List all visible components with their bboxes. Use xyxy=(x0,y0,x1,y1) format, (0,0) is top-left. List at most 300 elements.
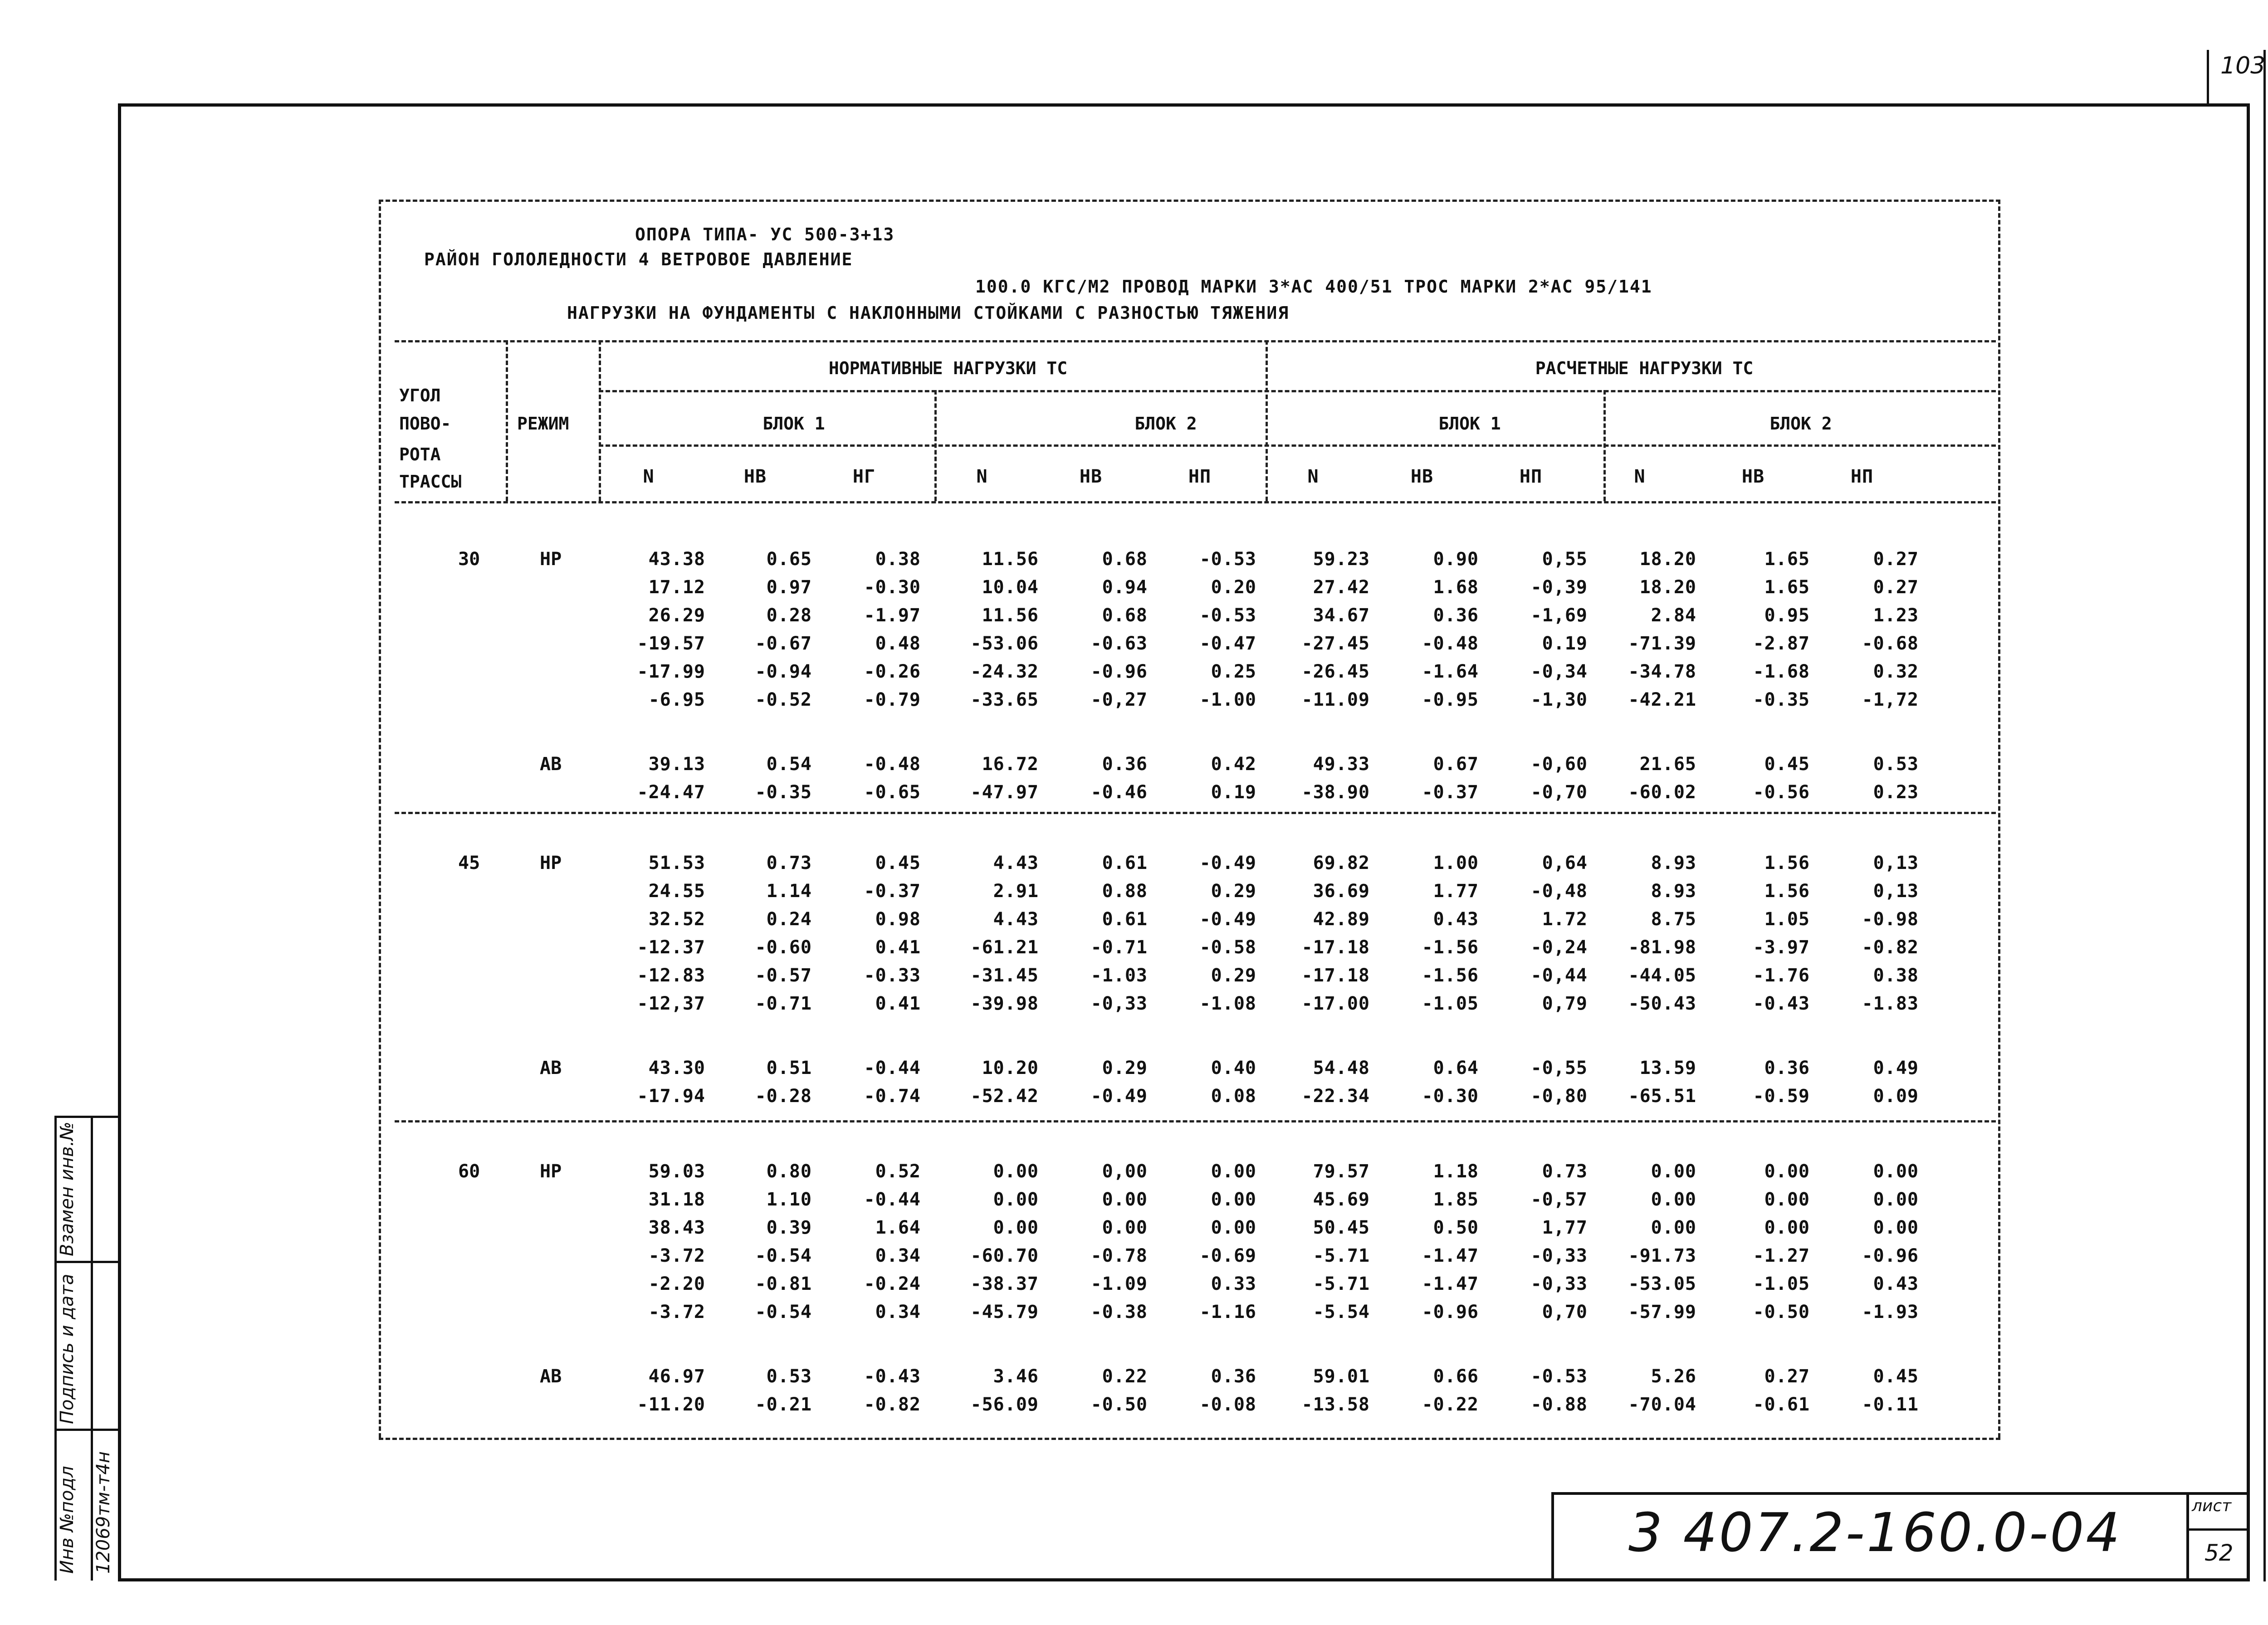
col-design: РАСЧЕТНЫЕ НАГРУЗКИ ТС xyxy=(1535,358,1754,378)
frame-right xyxy=(2247,103,2250,1581)
table-cell: -1.03 xyxy=(1090,965,1148,986)
table-cell: 0.88 xyxy=(1102,881,1148,902)
table-cell: 0,13 xyxy=(1873,881,1919,902)
subheader-cell: N xyxy=(1307,466,1319,487)
table-cell: -0.53 xyxy=(1530,1366,1588,1387)
mode-label: АВ xyxy=(540,754,562,775)
table-cell: 1.56 xyxy=(1764,881,1810,902)
table-cell: -39.98 xyxy=(970,993,1039,1014)
table-cell: 54.48 xyxy=(1313,1058,1370,1078)
table-cell: -0.24 xyxy=(864,1274,921,1294)
frame-top xyxy=(118,103,2250,107)
table-cell: -27.45 xyxy=(1301,633,1370,654)
table-cell: -3.72 xyxy=(648,1245,705,1266)
table-cell: -1,69 xyxy=(1530,605,1588,626)
table-cell: 0.73 xyxy=(1542,1161,1588,1182)
table-cell: -19.57 xyxy=(637,633,705,654)
stamp-left-border xyxy=(1551,1492,1554,1580)
side-stamp-col3: Взамен инв.№ xyxy=(57,1122,78,1256)
frame-right-outer xyxy=(2263,50,2266,1581)
table-cell: -11.09 xyxy=(1301,689,1370,710)
table-cell: -0.65 xyxy=(864,782,921,803)
subheader-cell: НП xyxy=(1519,466,1543,487)
table-cell: 5.26 xyxy=(1651,1366,1696,1387)
table-cell: -3.72 xyxy=(648,1302,705,1322)
table-cell: 10.04 xyxy=(982,577,1039,598)
table-cell: -0.95 xyxy=(1422,689,1479,710)
table-cell: 0.41 xyxy=(875,937,921,958)
table-cell: -45.79 xyxy=(970,1302,1039,1322)
col-angle-l2: ПОВО- xyxy=(399,414,451,434)
table-cell: -0.43 xyxy=(864,1366,921,1387)
table-cell: 1.77 xyxy=(1433,881,1479,902)
table-cell: 0.00 xyxy=(993,1217,1039,1238)
table-cell: -0.49 xyxy=(1090,1086,1148,1107)
table-cell: -0,33 xyxy=(1530,1245,1588,1266)
table-cell: -0.48 xyxy=(864,754,921,775)
table-cell: -65.51 xyxy=(1628,1086,1696,1107)
subheader-cell: N xyxy=(1634,466,1646,487)
table-cell: -1.56 xyxy=(1422,965,1479,986)
table-cell: 0.08 xyxy=(1211,1086,1256,1107)
angle-label: 30 xyxy=(458,549,480,570)
table-cell: -1,72 xyxy=(1862,689,1919,710)
table-cell: 0.27 xyxy=(1873,577,1919,598)
table-cell: -2.87 xyxy=(1753,633,1810,654)
mode-label: НР xyxy=(540,853,562,873)
table-cell: 0.00 xyxy=(1102,1189,1148,1210)
table-cell: -81.98 xyxy=(1628,937,1696,958)
table-cell: -0.58 xyxy=(1199,937,1256,958)
header-line2: РАЙОН ГОЛОЛЕДНОСТИ 4 ВЕТРОВОЕ ДАВЛЕНИЕ xyxy=(424,249,853,269)
table-cell: 8.75 xyxy=(1651,909,1696,930)
table-cell: -1.05 xyxy=(1753,1274,1810,1294)
table-cell: 0.00 xyxy=(1764,1217,1810,1238)
table-cell: -33.65 xyxy=(970,689,1039,710)
mode-label: АВ xyxy=(540,1366,562,1387)
table-cell: 69.82 xyxy=(1313,853,1370,873)
colhdr-div-mode xyxy=(599,340,601,501)
table-cell: 0.61 xyxy=(1102,853,1148,873)
header-line3: 100.0 КГС/М2 ПРОВОД МАРКИ 3*АС 400/51 ТРОС МАРКИ 2*АС 95/141 xyxy=(975,277,1652,297)
subheader-cell: N xyxy=(643,466,655,487)
col-angle-l4: ТРАССЫ xyxy=(399,472,462,492)
table-cell: 0.29 xyxy=(1211,881,1256,902)
table-cell: -1.76 xyxy=(1753,965,1810,986)
table-cell: 45.69 xyxy=(1313,1189,1370,1210)
table-cell: -0.11 xyxy=(1862,1394,1919,1415)
stamp-code: 3 407.2-160.0-04 xyxy=(1628,1501,2122,1564)
table-cell: 0.00 xyxy=(993,1161,1039,1182)
table-cell: -0.30 xyxy=(1422,1086,1479,1107)
table-cell: -53.06 xyxy=(970,633,1039,654)
table-cell: 24.55 xyxy=(648,881,705,902)
side-stamp-value: 12069тм-т4н xyxy=(93,1451,114,1574)
table-cell: 0.34 xyxy=(875,1302,921,1322)
table-cell: 0,55 xyxy=(1542,549,1588,570)
table-cell: 0.24 xyxy=(766,909,812,930)
table-cell: 18.20 xyxy=(1639,577,1696,598)
table-cell: -1.47 xyxy=(1422,1274,1479,1294)
stamp-sheet-hline xyxy=(2186,1528,2248,1531)
table-cell: 0.23 xyxy=(1873,782,1919,803)
table-cell: -0.50 xyxy=(1090,1394,1148,1415)
table-cell: 0.45 xyxy=(1873,1366,1919,1387)
table-cell: 0.36 xyxy=(1211,1366,1256,1387)
table-cell: 13.59 xyxy=(1639,1058,1696,1078)
table-cell: 59.01 xyxy=(1313,1366,1370,1387)
table-cell: 0.36 xyxy=(1433,605,1479,626)
table-right-border xyxy=(1998,200,2000,1438)
table-cell: -0,60 xyxy=(1530,754,1588,775)
frame-bottom xyxy=(118,1578,2250,1581)
table-cell: 0.68 xyxy=(1102,605,1148,626)
table-cell: 0.36 xyxy=(1764,1058,1810,1078)
table-cell: -11.20 xyxy=(637,1394,705,1415)
table-cell: -0.47 xyxy=(1199,633,1256,654)
table-cell: -0.38 xyxy=(1090,1302,1148,1322)
table-cell: 0.00 xyxy=(1764,1161,1810,1182)
table-cell: 0.22 xyxy=(1102,1366,1148,1387)
table-cell: -0.53 xyxy=(1199,549,1256,570)
table-cell: 0.38 xyxy=(875,549,921,570)
table-cell: -12.83 xyxy=(637,965,705,986)
table-cell: 0.39 xyxy=(766,1217,812,1238)
table-cell: 0.67 xyxy=(1433,754,1479,775)
table-cell: 1.72 xyxy=(1542,909,1588,930)
table-cell: -1.64 xyxy=(1422,661,1479,682)
table-cell: -0.21 xyxy=(755,1394,812,1415)
table-cell: -0.71 xyxy=(755,993,812,1014)
table-cell: 39.13 xyxy=(648,754,705,775)
table-cell: -0.26 xyxy=(864,661,921,682)
table-cell: -0,24 xyxy=(1530,937,1588,958)
table-cell: 4.43 xyxy=(993,853,1039,873)
table-cell: 0.00 xyxy=(1651,1161,1696,1182)
stamp-sheet-divider xyxy=(2186,1492,2189,1580)
table-cell: 0.00 xyxy=(1764,1189,1810,1210)
mode-label: НР xyxy=(540,1161,562,1182)
table-cell: -0.54 xyxy=(755,1245,812,1266)
table-cell: 0.94 xyxy=(1102,577,1148,598)
table-cell: 59.03 xyxy=(648,1161,705,1182)
table-cell: 1.65 xyxy=(1764,549,1810,570)
table-cell: 0,64 xyxy=(1542,853,1588,873)
table-cell: 32.52 xyxy=(648,909,705,930)
table-cell: 0.09 xyxy=(1873,1086,1919,1107)
table-cell: 0.50 xyxy=(1433,1217,1479,1238)
table-cell: -0.37 xyxy=(864,881,921,902)
subheader-cell: НП xyxy=(1850,466,1874,487)
table-cell: -5.71 xyxy=(1313,1245,1370,1266)
table-cell: -0,44 xyxy=(1530,965,1588,986)
table-cell: 0.52 xyxy=(875,1161,921,1182)
table-cell: -0.48 xyxy=(1422,633,1479,654)
table-cell: -60.70 xyxy=(970,1245,1039,1266)
table-cell: 1.18 xyxy=(1433,1161,1479,1182)
table-cell: 38.43 xyxy=(648,1217,705,1238)
col-design-block1: БЛОК 1 xyxy=(1438,414,1501,434)
table-cell: -31.45 xyxy=(970,965,1039,986)
table-cell: -0.53 xyxy=(1199,605,1256,626)
table-cell: -0.88 xyxy=(1530,1394,1588,1415)
subheader-cell: НВ xyxy=(1410,466,1434,487)
table-cell: 0.00 xyxy=(1211,1161,1256,1182)
table-cell: 43.38 xyxy=(648,549,705,570)
table-cell: -42.21 xyxy=(1628,689,1696,710)
table-cell: 0,79 xyxy=(1542,993,1588,1014)
table-cell: -0.56 xyxy=(1753,782,1810,803)
table-cell: 0.73 xyxy=(766,853,812,873)
table-cell: -0.44 xyxy=(864,1058,921,1078)
colhdr-top-line xyxy=(395,340,1996,342)
table-cell: -0.96 xyxy=(1090,661,1148,682)
table-cell: -70.04 xyxy=(1628,1394,1696,1415)
table-cell: -0,55 xyxy=(1530,1058,1588,1078)
table-cell: -38.90 xyxy=(1301,782,1370,803)
table-cell: 1.85 xyxy=(1433,1189,1479,1210)
table-cell: -3.97 xyxy=(1753,937,1810,958)
table-cell: -17.99 xyxy=(637,661,705,682)
table-cell: -0.82 xyxy=(864,1394,921,1415)
table-cell: 26.29 xyxy=(648,605,705,626)
table-cell: 17.12 xyxy=(648,577,705,598)
page-number-mark xyxy=(2207,50,2209,104)
table-cell: 0.36 xyxy=(1102,754,1148,775)
table-cell: -0,39 xyxy=(1530,577,1588,598)
table-cell: -0,57 xyxy=(1530,1189,1588,1210)
subheader-cell: НВ xyxy=(1741,466,1765,487)
col-design-block2: БЛОК 2 xyxy=(1769,414,1832,434)
table-cell: 0.66 xyxy=(1433,1366,1479,1387)
table-cell: -0.94 xyxy=(755,661,812,682)
table-cell: 0.19 xyxy=(1211,782,1256,803)
table-cell: -0,33 xyxy=(1090,993,1148,1014)
frame-left xyxy=(118,103,121,1581)
table-cell: 1.56 xyxy=(1764,853,1810,873)
table-cell: 0.38 xyxy=(1873,965,1919,986)
table-cell: 1.14 xyxy=(766,881,812,902)
table-cell: 2.84 xyxy=(1651,605,1696,626)
table-cell: -53.05 xyxy=(1628,1274,1696,1294)
subheader-cell: N xyxy=(976,466,988,487)
table-cell: 0,00 xyxy=(1102,1161,1148,1182)
table-cell: -5.54 xyxy=(1313,1302,1370,1322)
table-cell: -0,80 xyxy=(1530,1086,1588,1107)
stamp-sheet-number: 52 xyxy=(2204,1540,2234,1566)
table-cell: 0.43 xyxy=(1873,1274,1919,1294)
table-cell: -1.08 xyxy=(1199,993,1256,1014)
table-cell: 0.00 xyxy=(1211,1217,1256,1238)
table-cell: 10.20 xyxy=(982,1058,1039,1078)
header-line4: НАГРУЗКИ НА ФУНДАМЕНТЫ С НАКЛОННЫМИ СТОЙКАМИ С РАЗНОСТЬЮ ТЯЖЕНИЯ xyxy=(567,303,1290,323)
table-cell: -12,37 xyxy=(637,993,705,1014)
table-cell: 42.89 xyxy=(1313,909,1370,930)
col-norm-block1: БЛОК 1 xyxy=(763,414,825,434)
table-cell: 21.65 xyxy=(1639,754,1696,775)
table-cell: 1.05 xyxy=(1764,909,1810,930)
table-cell: -56.09 xyxy=(970,1394,1039,1415)
table-cell: 79.57 xyxy=(1313,1161,1370,1182)
table-cell: 0.29 xyxy=(1211,965,1256,986)
subheader-cell: НП xyxy=(1188,466,1212,487)
side-stamp-top xyxy=(54,1116,120,1118)
table-cell: -0.68 xyxy=(1862,633,1919,654)
table-cell: 46.97 xyxy=(648,1366,705,1387)
angle-label: 60 xyxy=(458,1161,480,1182)
table-cell: 0.45 xyxy=(875,853,921,873)
table-cell: -44.05 xyxy=(1628,965,1696,986)
side-stamp-col1: Инв №подл xyxy=(57,1466,78,1574)
table-cell: -0.35 xyxy=(755,782,812,803)
table-cell: -0.96 xyxy=(1422,1302,1479,1322)
table-cell: -1,30 xyxy=(1530,689,1588,710)
table-cell: -0.43 xyxy=(1753,993,1810,1014)
table-cell: 43.30 xyxy=(648,1058,705,1078)
table-cell: 0.19 xyxy=(1542,633,1588,654)
header-line1: ОПОРА ТИПА- УС 500-3+13 xyxy=(635,224,895,244)
table-cell: -17.94 xyxy=(637,1086,705,1107)
table-cell: 0.54 xyxy=(766,754,812,775)
table-cell: 0.53 xyxy=(766,1366,812,1387)
table-cell: -1.27 xyxy=(1753,1245,1810,1266)
table-cell: -1.47 xyxy=(1422,1245,1479,1266)
table-cell: 1.10 xyxy=(766,1189,812,1210)
table-cell: -1.97 xyxy=(864,605,921,626)
table-cell: -0.37 xyxy=(1422,782,1479,803)
colhdr-div-norm-blocks xyxy=(934,390,937,501)
table-cell: -0.98 xyxy=(1862,909,1919,930)
table-cell: 0,13 xyxy=(1873,853,1919,873)
table-cell: -0.52 xyxy=(755,689,812,710)
table-cell: -0.33 xyxy=(864,965,921,986)
table-cell: -12.37 xyxy=(637,937,705,958)
table-cell: 31.18 xyxy=(648,1189,705,1210)
table-cell: -0.50 xyxy=(1753,1302,1810,1322)
colhdr-bottom-line xyxy=(395,501,1996,503)
table-cell: -0.74 xyxy=(864,1086,921,1107)
table-cell: 0.27 xyxy=(1764,1366,1810,1387)
table-cell: -0,48 xyxy=(1530,881,1588,902)
table-cell: 0.33 xyxy=(1211,1274,1256,1294)
table-cell: -60.02 xyxy=(1628,782,1696,803)
subheader-cell: НГ xyxy=(852,466,876,487)
table-cell: -0.63 xyxy=(1090,633,1148,654)
table-cell: 0.65 xyxy=(766,549,812,570)
table-cell: 0.28 xyxy=(766,605,812,626)
table-cell: 2.91 xyxy=(993,881,1039,902)
table-cell: -47.97 xyxy=(970,782,1039,803)
side-stamp-div1 xyxy=(54,1261,120,1263)
table-cell: -71.39 xyxy=(1628,633,1696,654)
table-cell: -0.79 xyxy=(864,689,921,710)
table-cell: 0.29 xyxy=(1102,1058,1148,1078)
table-cell: 0.61 xyxy=(1102,909,1148,930)
table-cell: 0.43 xyxy=(1433,909,1479,930)
table-cell: 0.32 xyxy=(1873,661,1919,682)
group-separator xyxy=(395,1120,1996,1122)
table-cell: 1.68 xyxy=(1433,577,1479,598)
table-cell: 0.27 xyxy=(1873,549,1919,570)
table-cell: 0.00 xyxy=(1651,1217,1696,1238)
table-cell: -1.16 xyxy=(1199,1302,1256,1322)
table-cell: 0.42 xyxy=(1211,754,1256,775)
col-normative: НОРМАТИВНЫЕ НАГРУЗКИ ТС xyxy=(828,358,1068,378)
table-cell: -91.73 xyxy=(1628,1245,1696,1266)
table-cell: -26.45 xyxy=(1301,661,1370,682)
table-cell: 0.97 xyxy=(766,577,812,598)
mode-label: АВ xyxy=(540,1058,562,1078)
table-cell: -1.09 xyxy=(1090,1274,1148,1294)
table-cell: -17.00 xyxy=(1301,993,1370,1014)
table-cell: -17.18 xyxy=(1301,965,1370,986)
table-left-border xyxy=(379,200,381,1438)
table-cell: 34.67 xyxy=(1313,605,1370,626)
table-cell: 1.23 xyxy=(1873,605,1919,626)
table-cell: -24.47 xyxy=(637,782,705,803)
table-cell: 0.00 xyxy=(1211,1189,1256,1210)
table-cell: -6.95 xyxy=(648,689,705,710)
table-cell: 4.43 xyxy=(993,909,1039,930)
colhdr-div-angle xyxy=(506,340,508,501)
table-cell: 0.00 xyxy=(1873,1189,1919,1210)
mode-label: НР xyxy=(540,549,562,570)
table-cell: 0.49 xyxy=(1873,1058,1919,1078)
table-cell: 1.00 xyxy=(1433,853,1479,873)
table-cell: -0.81 xyxy=(755,1274,812,1294)
table-cell: -50.43 xyxy=(1628,993,1696,1014)
table-cell: 0.00 xyxy=(1651,1189,1696,1210)
table-cell: -0.49 xyxy=(1199,853,1256,873)
table-cell: 50.45 xyxy=(1313,1217,1370,1238)
table-cell: -17.18 xyxy=(1301,937,1370,958)
table-cell: 36.69 xyxy=(1313,881,1370,902)
table-cell: -0.60 xyxy=(755,937,812,958)
table-cell: 0.98 xyxy=(875,909,921,930)
page-number: 103 xyxy=(2220,52,2266,79)
group-separator xyxy=(395,812,1996,814)
table-cell: 0.68 xyxy=(1102,549,1148,570)
table-cell: 8.93 xyxy=(1651,853,1696,873)
colhdr-mid-line2 xyxy=(599,444,1996,447)
table-cell: -0,33 xyxy=(1530,1274,1588,1294)
table-cell: -1.93 xyxy=(1862,1302,1919,1322)
col-angle-l3: РОТА xyxy=(399,444,441,464)
table-cell: -0,34 xyxy=(1530,661,1588,682)
table-cell: 27.42 xyxy=(1313,577,1370,598)
table-cell: 0.41 xyxy=(875,993,921,1014)
stamp-sheet-label: лист xyxy=(2192,1497,2232,1515)
table-cell: -0.96 xyxy=(1862,1245,1919,1266)
table-cell: -0.46 xyxy=(1090,782,1148,803)
table-cell: 0,70 xyxy=(1542,1302,1588,1322)
table-cell: -0.35 xyxy=(1753,689,1810,710)
table-cell: 59.23 xyxy=(1313,549,1370,570)
table-cell: 49.33 xyxy=(1313,754,1370,775)
angle-label: 45 xyxy=(458,853,480,873)
table-cell: 0.90 xyxy=(1433,549,1479,570)
table-cell: -1.68 xyxy=(1753,661,1810,682)
col-mode: РЕЖИМ xyxy=(517,414,569,434)
table-cell: -0.57 xyxy=(755,965,812,986)
table-cell: -38.37 xyxy=(970,1274,1039,1294)
table-cell: 0.80 xyxy=(766,1161,812,1182)
table-cell: 0.95 xyxy=(1764,605,1810,626)
table-cell: 0.51 xyxy=(766,1058,812,1078)
table-cell: -61.21 xyxy=(970,937,1039,958)
table-cell: 0.00 xyxy=(1873,1161,1919,1182)
table-cell: 0.45 xyxy=(1764,754,1810,775)
